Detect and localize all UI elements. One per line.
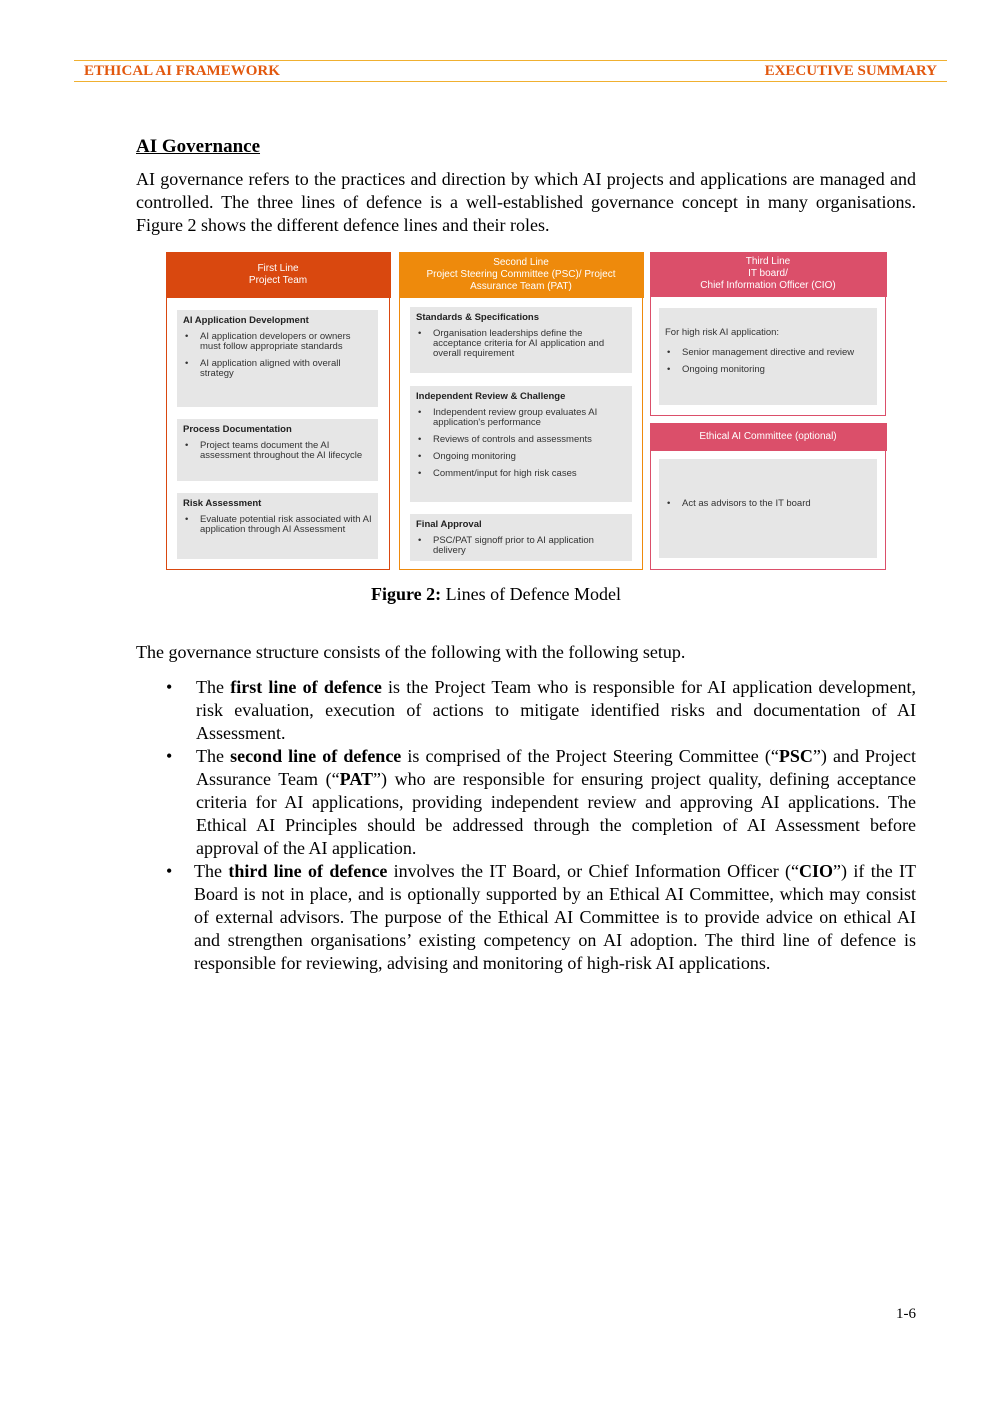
list-item: • Project teams document the AI assessment throughout the AI lifecycle [183,441,372,461]
list-item: • Independent review group evaluates AI application's performance [416,408,626,428]
list-item: • Ongoing monitoring [416,452,626,462]
text: involves the IT Board, or Chief Information Officer (“ [387,861,800,881]
third-line-title: Third Line [745,256,791,267]
bold-text: CIO [799,861,834,881]
first-line-header [166,252,391,298]
list-item: • Act as advisors to the IT board [665,499,871,509]
list-item-second-line [136,745,916,860]
third-line-subtitle-2: Chief Information Officer (CIO) [700,280,836,291]
card-risk-assessment [177,493,378,559]
card-title: Risk Assessment [183,498,262,509]
card-standards-specifications [410,307,632,373]
caption-label: Figure 2: [370,584,442,604]
list-item: • Ongoing monitoring [665,365,871,375]
card-title: AI Application Development [183,315,309,326]
list-item-third-line [136,860,916,975]
first-line-title: First Line [257,262,299,274]
section-title: AI Governance [136,136,261,157]
text: ”) if the IT Board is not in place, and is optionally supported by an Ethical AI Committee, which may consist of external advisors. The purpose of the Ethical AI Committee is to provide advice on ethical AI and strengthen organisations’ existing competency on AI adoption. The third line of defence is responsible for reviewing, advising and monitoring of high-risk AI applications. [194,861,917,973]
list-item: • AI application aligned with overall strategy [183,359,372,379]
bold-text: PSC [778,746,813,766]
list-item-first-line [136,676,916,745]
third-line-intro: For high risk AI application: [665,327,780,338]
card-process-documentation [177,419,378,481]
lines-of-defence-figure [166,252,886,570]
first-line-column [166,252,390,570]
card-third-line [659,308,877,405]
bold-text: first line of defence [230,677,382,697]
caption-text: Lines of Defence Model [441,584,622,604]
page-header [74,60,947,82]
list-item: • Organisation leaderships define the acceptance criteria for AI application and overall requirement [416,329,626,359]
bold-text: third line of defence [228,861,388,881]
card-independent-review [410,386,632,502]
header-right: EXECUTIVE SUMMARY [764,63,937,79]
card-ai-application-development [177,310,378,407]
second-line-header [399,252,644,298]
list-item: • Reviews of controls and assessments [416,435,626,445]
card-committee [659,459,877,558]
card-title: Final Approval [416,519,482,530]
figure-caption [0,584,992,605]
text: is the Project Team who is responsible for AI application development, risk evaluation, execution of actions to mitigate identified risks and documentation of AI Assessment. [196,677,917,743]
list-item: • Comment/input for high risk cases [416,469,626,479]
card-title: Process Documentation [183,424,292,435]
text: The [196,746,231,766]
header-left: ETHICAL AI FRAMEWORK [84,63,280,79]
card-final-approval [410,514,632,561]
third-line-column [650,252,886,416]
second-line-subtitle: Project Steering Committee (PSC)/ Project Assurance Team (PAT) [426,268,616,292]
defence-lines-list [136,676,916,975]
text: is comprised of the Project Steering Committee (“ [401,746,779,766]
text: ”) and Project Assurance Team (“ [196,746,916,789]
page-number: 1-6 [896,1306,916,1322]
bullet-icon: • [166,677,173,697]
third-line-header [650,252,887,297]
list-item: • AI application developers or owners must follow appropriate standards [183,332,372,352]
structure-intro: The governance structure consists of the following with the following setup. [136,642,686,662]
card-title: Independent Review & Challenge [416,391,566,402]
text: ”) who are responsible for ensuring project quality, defining acceptance criteria for AI applications, providing independent review and approving AI applications. The Ethical AI Principles should be addressed through the completion of AI Assessment before approval of the AI application. [196,769,916,858]
committee-column [650,423,886,570]
card-title: Standards & Specifications [416,312,540,323]
intro-paragraph: AI governance refers to the practices and direction by which AI projects and applications are managed and controlled. The three lines of defence is a well-established governance concept in many organisations. Figure 2 shows the different defence lines and their roles. [136,169,916,235]
list-item: • Senior management directive and review [665,348,871,358]
second-line-title: Second Line [493,256,549,268]
bullet-icon: • [166,861,173,881]
list-item: • Evaluate potential risk associated with AI application through AI Assessment [183,515,372,535]
bold-text: PAT [339,769,373,789]
second-line-column [399,252,643,570]
committee-header: Ethical AI Committee (optional) [650,423,887,451]
bullet-icon: • [166,746,173,766]
bold-text: second line of defence [230,746,402,766]
third-line-subtitle: IT board/ [748,268,788,279]
text: The [194,861,229,881]
text: The [196,677,231,697]
first-line-subtitle: Project Team [248,274,308,286]
list-item: • PSC/PAT signoff prior to AI application delivery [416,536,626,556]
